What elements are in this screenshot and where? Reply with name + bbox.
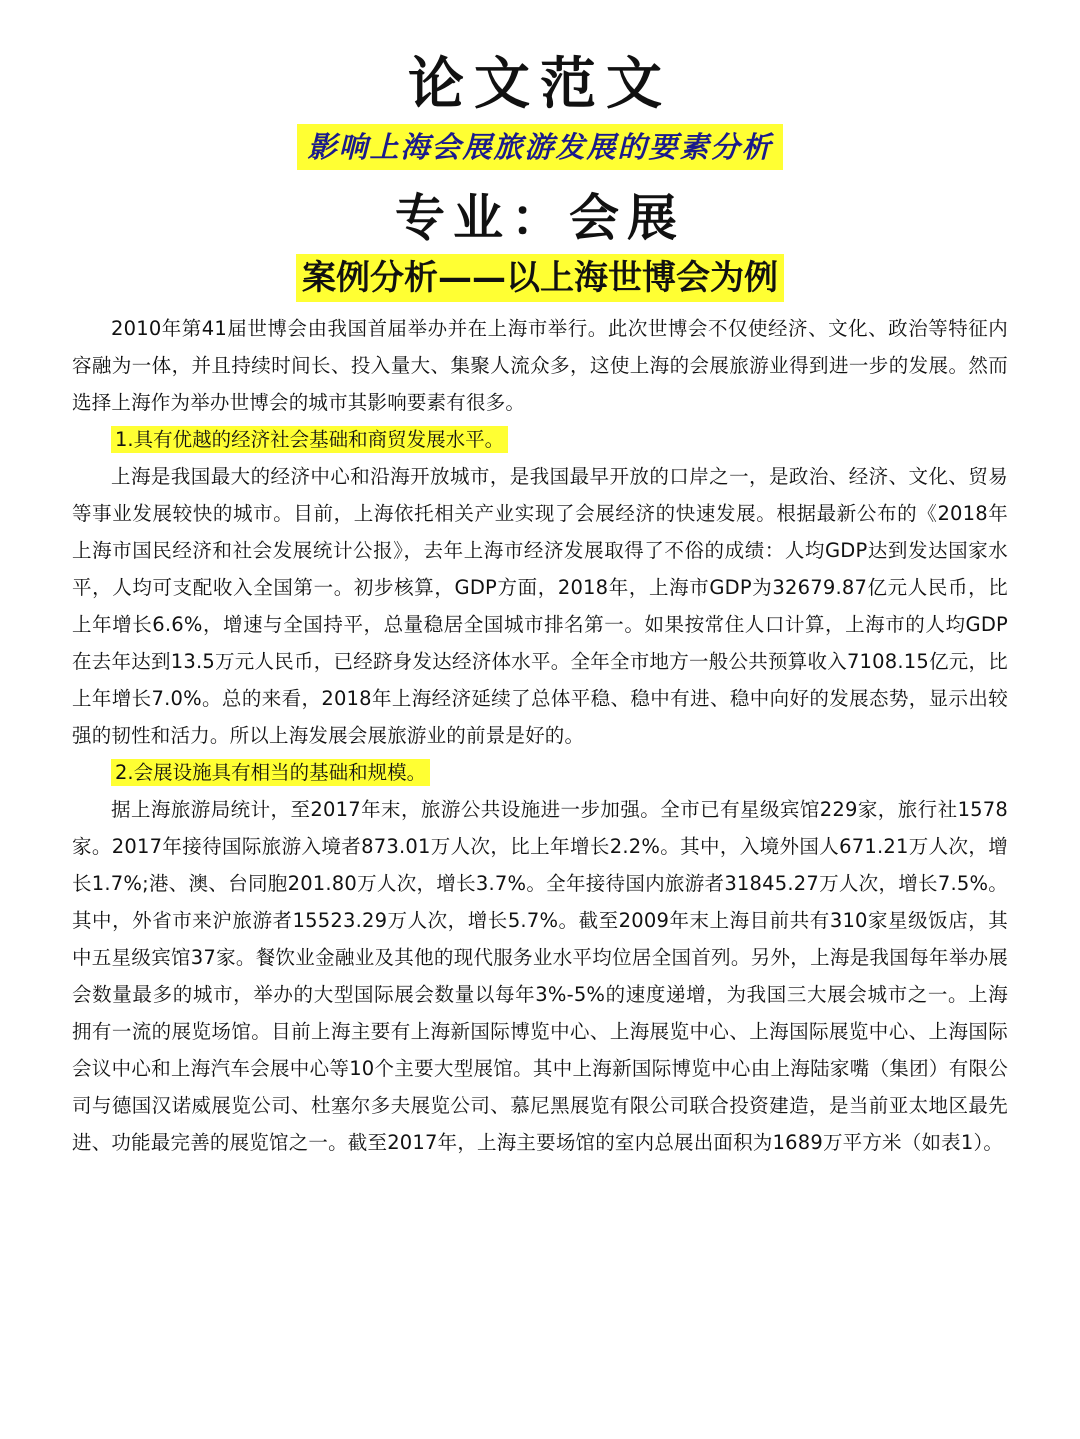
- case-heading-container: [0, 254, 1080, 302]
- document-title: 论文范文: [408, 51, 672, 117]
- major-heading: 专业：会展: [395, 188, 685, 247]
- section-1-heading-text: 1.具有优越的经济社会基础和商贸发展水平。: [111, 426, 508, 453]
- body-text: [72, 310, 1008, 1161]
- paper-subtitle: 影响上海会展旅游发展的要素分析: [297, 124, 782, 170]
- subtitle-container: [0, 124, 1080, 170]
- section-1-paragraph: 上海是我国最大的经济中心和沿海开放城市，是我国最早开放的口岸之一，是政治、经济、文化、贸易等事业发展较快的城市。目前，上海依托相关产业实现了会展经济的快速发展。根据最新公布的《2018年上海市国民经济和社会发展统计公报》，去年上海市经济发展取得了不俗的成绩：人均GDP达到发达国家水平，人均可支配收入全国第一。初步核算，GDP方面，2018年，上海市GDP为32679.87亿元人民币，比上年增长6.6%，增速与全国持平，总量稳居全国城市排名第一。如果按常住人口计算，上海市的人均GDP在去年达到13.5万元人民币，已经跻身发达经济体水平。全年全市地方一般公共预算收入7108.15亿元，比上年增长7.0%。总的来看，2018年上海经济延续了总体平稳、稳中有进、稳中向好的发展态势，显示出较强的韧性和活力。所以上海发展会展旅游业的前景是好的。: [72, 465, 1008, 747]
- section-1-heading: [72, 421, 1008, 458]
- case-analysis-heading: 案例分析——以上海世博会为例: [296, 254, 784, 302]
- section-2-paragraph: 据上海旅游局统计，至2017年末，旅游公共设施进一步加强。全市已有星级宾馆229家，旅行社1578家。2017年接待国际旅游入境者873.01万人次，比上年增长2.2%。其中，入境外国人671.21万人次，增长1.7%;港、澳、台同胞201.80万人次，增长3.7%。全年接待国内旅游者31845.27万人次，增长7.5%。其中，外省市来沪旅游者15523.29万人次，增长5.7%。截至2009年末上海目前共有310家星级饭店，其中五星级宾馆37家。餐饮业金融业及其他的现代服务业水平均位居全国首列。另外，上海是我国每年举办展会数量最多的城市，举办的大型国际展会数量以每年3%-5%的速度递增，为我国三大展会城市之一。上海拥有一流的展览场馆。目前上海主要有上海新国际博览中心、上海展览中心、上海国际展览中心、上海国际会议中心和上海汽车会展中心等10个主要大型展馆。其中上海新国际博览中心由上海陆家嘴（集团）有限公司与德国汉诺威展览公司、杜塞尔多夫展览公司、慕尼黑展览有限公司联合投资建造，是当前亚太地区最先进、功能最完善的展览馆之一。截至2017年，上海主要场馆的室内总展出面积为1689万平方米（如表1）。: [72, 798, 1008, 1154]
- intro-paragraph: 2010年第41届世博会由我国首届举办并在上海市举行。此次世博会不仅使经济、文化、政治等特征内容融为一体，并且持续时间长、投入量大、集聚人流众多，这使上海的会展旅游业得到进一步的发展。然而选择上海作为举办世博会的城市其影响要素有很多。: [72, 317, 1008, 414]
- section-2-heading: [72, 754, 1008, 791]
- section-2-heading-text: 2.会展设施具有相当的基础和规模。: [111, 759, 430, 786]
